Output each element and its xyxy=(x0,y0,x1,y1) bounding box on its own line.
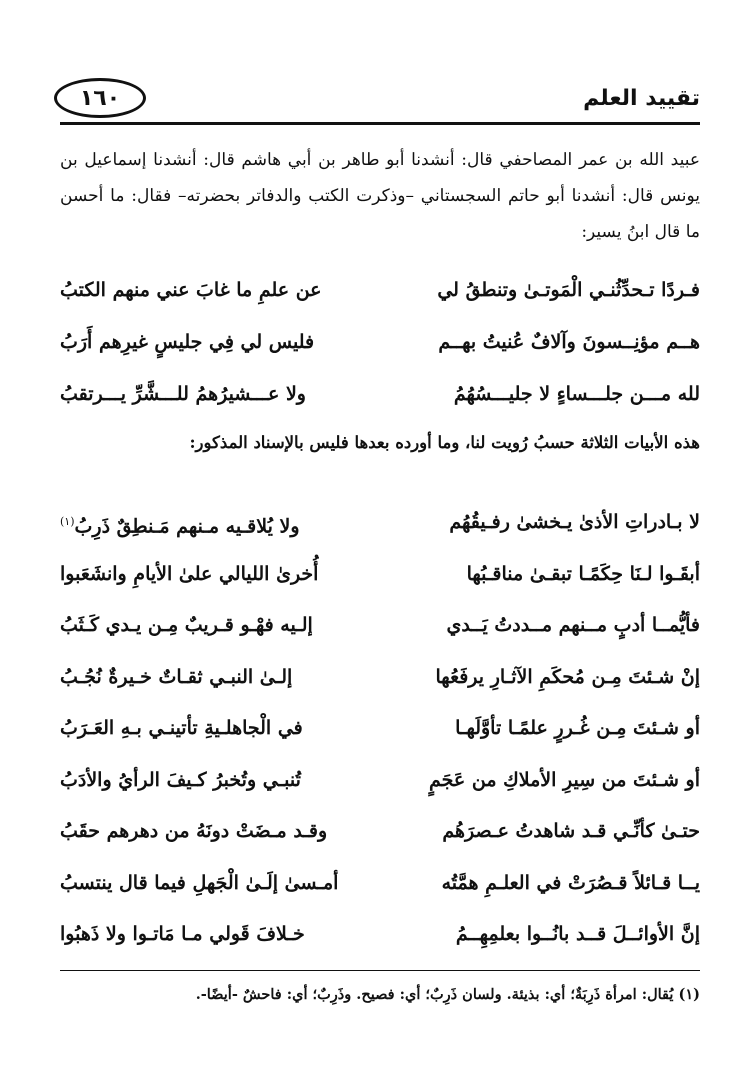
running-title: تقييد العلم xyxy=(583,86,700,111)
page-number: ١٦٠ xyxy=(54,78,146,118)
verse-first-hemistich: يــا قـائلاً قـصُرَتْ في العلـمِ همَّتُه xyxy=(441,871,700,894)
verse-second-hemistich-text: ولا يُلاقـيه مـنهم مَـنطِقٌ ذَرِبُ xyxy=(74,515,300,538)
verse-first-hemistich: لا بـادراتِ الأذىٰ يـخشىٰ رفـيقُهُم xyxy=(449,511,700,533)
page-header xyxy=(60,78,700,128)
verse-line xyxy=(60,322,700,374)
verse-first-hemistich: حتـىٰ كأنِّـي قـد شاهدتُ عـصرَهُم xyxy=(442,820,700,842)
transmission-note: هذه الأبيات الثلاثة حسبُ رُويت لنا، وما أورده بعدها فليس بالإسناد المذكور: xyxy=(189,433,700,452)
verse-line xyxy=(60,708,700,760)
verse-first-hemistich: أبقَـوا لـنَا حِكَمًـا تبقـىٰ مناقـبُها xyxy=(466,562,700,585)
verse-first-hemistich: أو شـئتَ مِـن غُـررٍ علمًـا تأوَّلَهـا xyxy=(455,717,700,739)
verse-line xyxy=(60,374,700,426)
footnote: (١) يُقال: امرأة ذَرِبَةٌ؛ أي: بذيئة. ولسان ذَرِبٌ؛ أي: فصيح. وذَرِبٌ؛ أي: فاحشٌ -أيضًا-. xyxy=(195,986,700,1003)
verse-line xyxy=(60,605,700,657)
verse-first-hemistich: إنْ شـئتَ مِـن مُحكَمِ الآثـارِ يرفَعُها xyxy=(435,665,700,688)
verse-second-hemistich: ولا عـــشيرُهمُ للـــشَّرِّ يـــرتقبُ xyxy=(60,383,306,405)
verse-line xyxy=(60,760,700,812)
verse-line xyxy=(60,914,700,966)
verse-line xyxy=(60,863,700,915)
verse-first-hemistich: فأيُّمــا أدبٍ مــنهم مــددتُ يَــدي xyxy=(446,614,700,636)
verse-first-hemistich: أو شـئتَ من سِيرِ الأملاكِ من عَجَمٍ xyxy=(429,768,700,791)
verse-second-hemistich: فليس لي فِي جليسٍ غيرِهم أَرَبُ xyxy=(60,331,315,353)
intro-paragraph: عبيد الله بن عمر المصاحفي قال: أنشدنا أبو طاهر بن أبي هاشم قال: أنشدنا إسماعيل بن يونس قال: أنشدنا أبو حاتم السجستاني –وذكرت الكتب والدفاتر بحضرته– فقال: ما أحسن ما قال ابنُ يسير: xyxy=(60,150,700,242)
verse-first-hemistich: فـردًا تـحدِّثُنـي الْمَوتـىٰ وتنطقُ لي xyxy=(437,279,700,301)
verse-second-hemistich: وقـد مـضَتْ دونَهُ من دهرهم حقَبُ xyxy=(60,820,328,842)
verse-second-hemistich: في الْجاهلـيةِ تأتينـي بـهِ العَـرَبُ xyxy=(60,717,303,739)
verse-line xyxy=(60,554,700,606)
verse-line xyxy=(60,270,700,322)
verse-first-hemistich: لله مـــن جلـــساءٍ لا جليـــسُهُمُ xyxy=(453,383,700,405)
verse-second-hemistich xyxy=(60,502,300,546)
footnote-marker[interactable]: (١) xyxy=(60,515,75,528)
verse-first-hemistich: هــم مؤنِــسونَ وآلافٌ عُنيتُ بهــم xyxy=(438,331,700,353)
verse-second-hemistich: أُخرىٰ الليالي علىٰ الأيامِ وانشَعَبوا xyxy=(60,562,319,585)
verse-line xyxy=(60,811,700,863)
verse-second-hemistich: إلـيه فهْـو قـريبٌ مِـن يـدي كَـثَبُ xyxy=(60,614,313,636)
header-rule xyxy=(60,122,700,125)
verse-line xyxy=(60,657,700,709)
book-page xyxy=(60,60,700,1060)
verse-second-hemistich: خـلافَ قَولي مـا مَاتـوا ولا ذَهبُوا xyxy=(60,923,305,945)
verse-second-hemistich: عن علمِ ما غابَ عني منهم الكتبُ xyxy=(60,279,322,301)
verse-second-hemistich: إلـىٰ النبـي ثقـاتٌ خـيرةٌ نُجُـبُ xyxy=(60,665,293,688)
verse-line xyxy=(60,502,700,554)
verse-second-hemistich: أمـسىٰ إلَـىٰ الْجَهلِ فيما قال ينتسبُ xyxy=(60,871,339,894)
verse-first-hemistich: إنَّ الأوائــلَ قــد بانُــوا بعلمِهِــمُ xyxy=(455,923,700,945)
verses-group-2 xyxy=(60,502,700,966)
verse-second-hemistich: تُنبـي وتُخبرُ كـيفَ الرأيُ والأدَبُ xyxy=(60,768,301,791)
footnote-rule xyxy=(60,970,700,971)
verses-group-1 xyxy=(60,270,700,426)
